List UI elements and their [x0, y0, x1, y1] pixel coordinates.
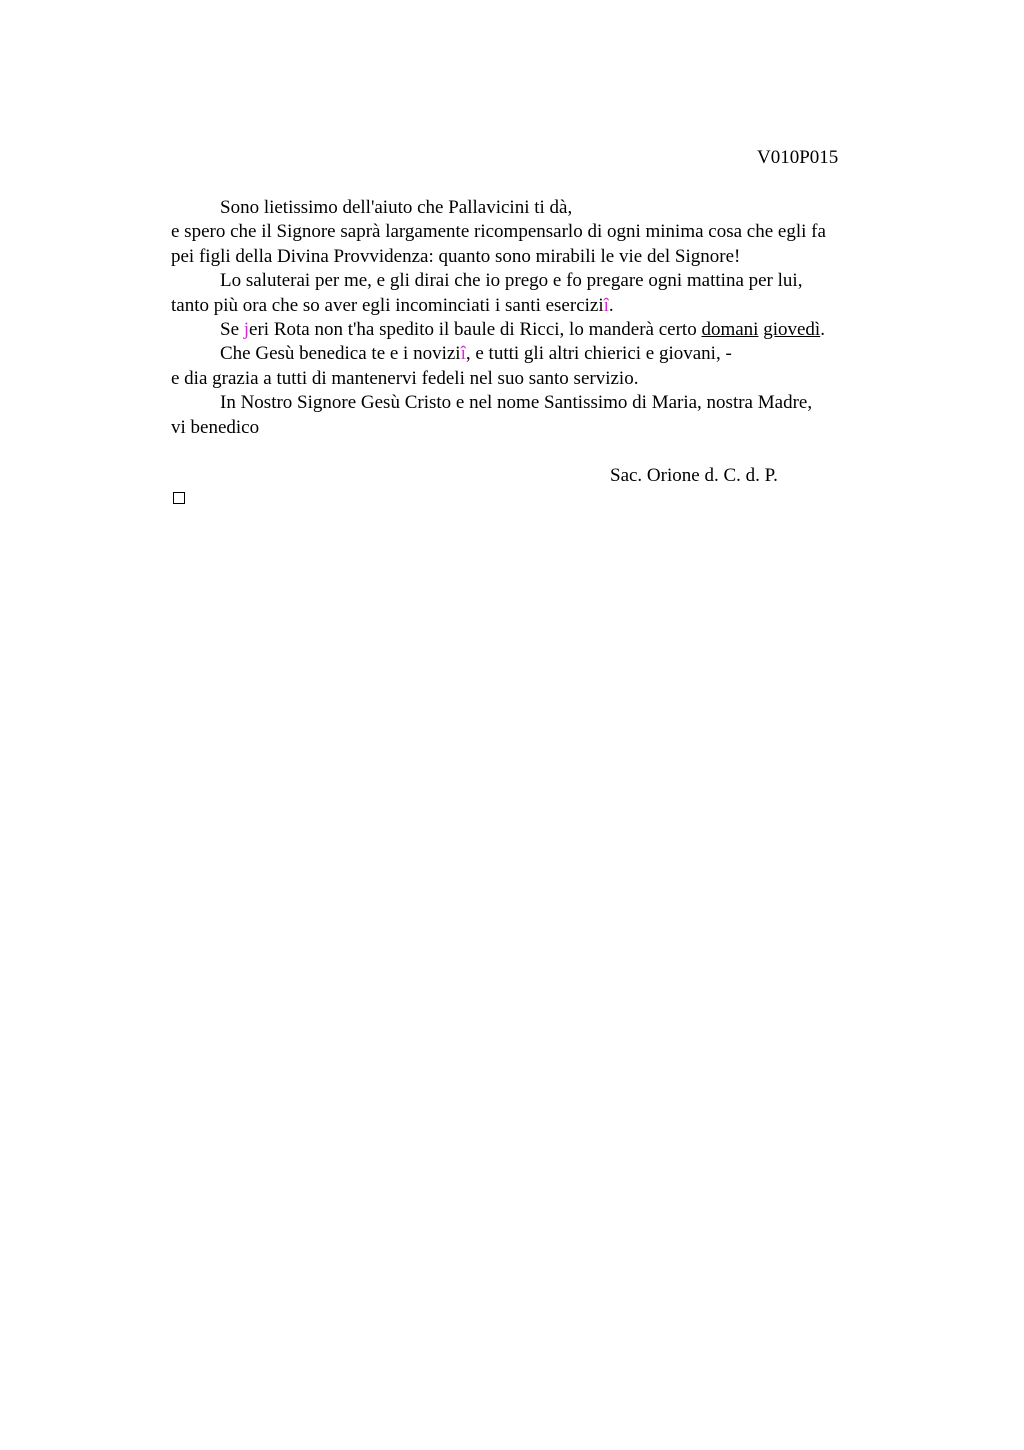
highlighted-character: î — [460, 343, 466, 365]
text-run: tanto più ora che so aver egli incominciati i santi esercizi — [171, 294, 604, 316]
letter-line: e dia grazia a tutti di mantenervi fedeli nel suo santo servizio. — [171, 367, 639, 389]
square-outline-icon — [173, 492, 185, 504]
letter-line: vi benedico — [171, 416, 260, 438]
letter-line: e spero che il Signore saprà largamente ricompensarlo di ogni minima cosa che egli fa — [171, 221, 826, 243]
text-run: , e tutti gli altri chierici e giovani, - — [465, 343, 732, 365]
letter-line: Lo saluterai per me, e gli dirai che io prego e fo pregare ogni mattina per lui, — [220, 270, 803, 292]
reference-code: V010P015 — [757, 147, 839, 168]
letter-line — [171, 294, 891, 318]
signature: Sac. Orione d. C. d. P. — [610, 465, 778, 486]
letter-body — [171, 196, 891, 440]
text-run: . — [608, 294, 614, 316]
letter-line: In Nostro Signore Gesù Cristo e nel nome Santissimo di Maria, nostra Madre, — [220, 392, 813, 414]
text-run: Che Gesù benedica te e i novizi — [220, 343, 461, 365]
text-run: Se — [220, 318, 244, 340]
highlighted-character: î — [603, 294, 609, 316]
text-run: eri Rota non t'ha spedito il baule di Ricci, lo manderà certo — [249, 318, 702, 340]
text-run: . — [820, 318, 825, 340]
letter-line — [171, 318, 891, 342]
letter-line: pei figli della Divina Provvidenza: quanto sono mirabili le vie del Signore! — [171, 245, 741, 267]
letter-line: Sono lietissimo dell'aiuto che Pallavicini ti dà, — [220, 197, 573, 218]
underlined-word: giovedì — [763, 318, 821, 340]
underlined-word: domani — [701, 318, 759, 340]
letter-line — [171, 342, 891, 366]
highlighted-character: j — [243, 318, 250, 340]
